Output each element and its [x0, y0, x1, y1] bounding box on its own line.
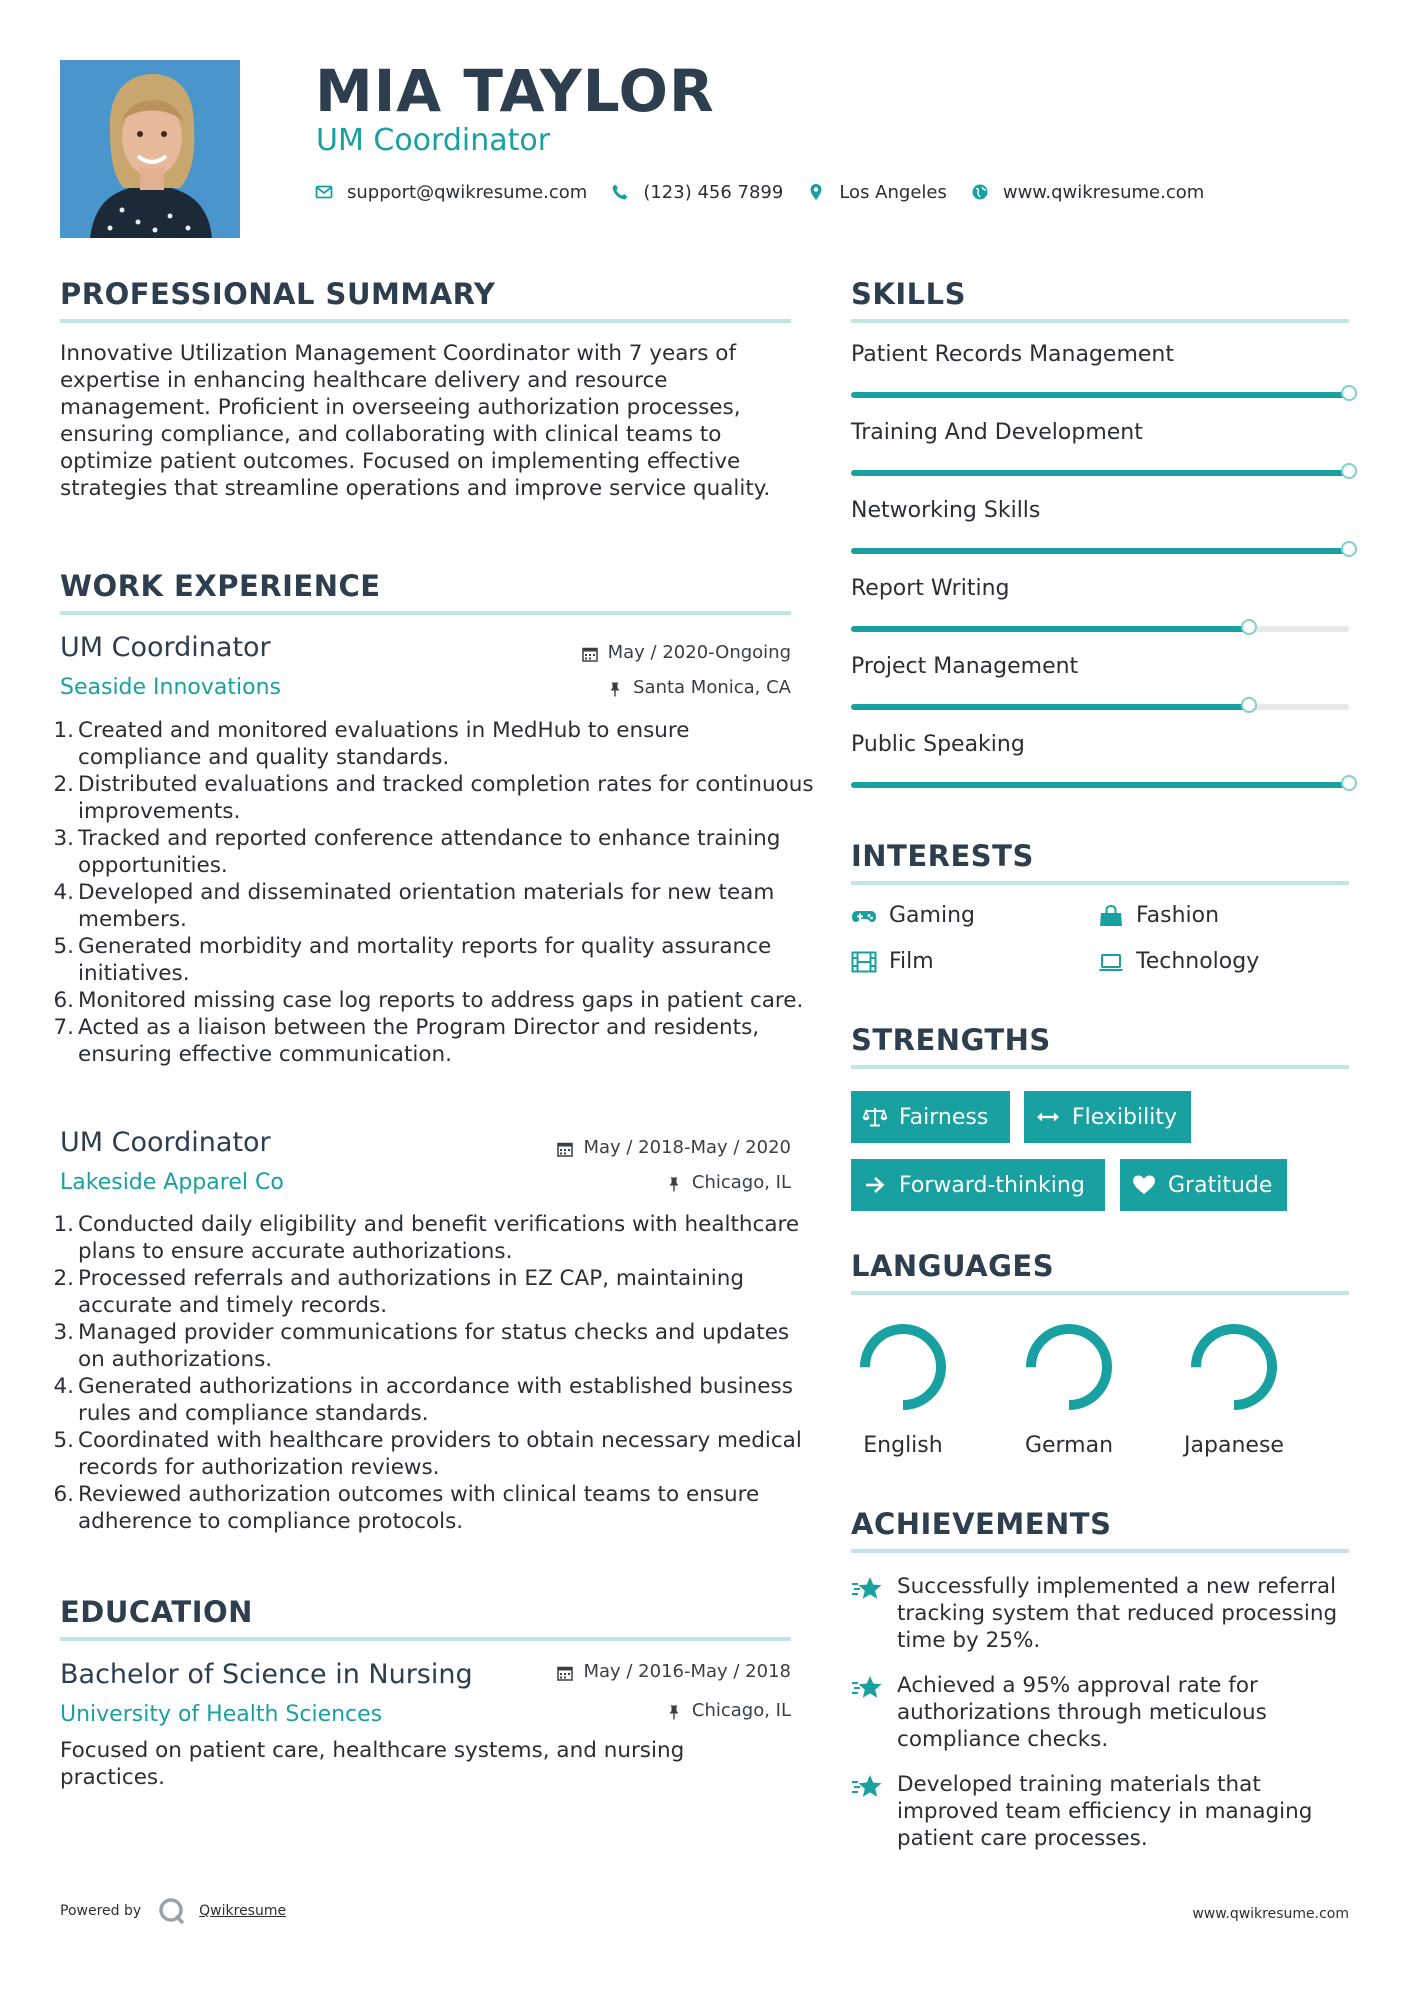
gamepad-icon [851, 905, 877, 927]
contact-row [315, 178, 1228, 206]
strengths-heading: STRENGTHS [851, 1023, 1051, 1057]
skills-divider [851, 319, 1349, 323]
interest-label: Fashion [1136, 903, 1220, 928]
contact-website-text: www.qwikresume.com [1002, 181, 1205, 203]
envelope-icon [315, 183, 333, 201]
duty-item: Managed provider communications for status checks and updates on authorizations. [78, 1320, 790, 1372]
skill-level-bar [851, 392, 1349, 398]
achievements-heading: ACHIEVEMENTS [851, 1507, 1112, 1541]
language-level-ring [856, 1320, 950, 1414]
shopping-bag-icon [1098, 905, 1124, 927]
duty-item: Reviewed authorization outcomes with clinical teams to ensure adherence to compliance protocols. [78, 1482, 760, 1534]
skill-level-fill [851, 392, 1349, 398]
skill-level-knob [1341, 775, 1357, 791]
arrows-horizontal-icon [1036, 1106, 1060, 1128]
strength-tag-gratitude [1120, 1159, 1287, 1211]
job-dates [582, 641, 791, 665]
education-description: Focused on patient care, healthcare systems, and nursing practices. [60, 1738, 685, 1790]
job-duties-list [60, 1211, 818, 1535]
interests-divider [851, 881, 1349, 885]
achievements-divider [851, 1549, 1349, 1553]
skill-level-fill [851, 470, 1349, 476]
skill-level-fill [851, 548, 1349, 554]
skill-level-bar [851, 470, 1349, 476]
skill-label: Report Writing [851, 576, 1010, 601]
interest-item-technology [1098, 948, 1259, 976]
education-dates [557, 1660, 791, 1684]
interests-heading: INTERESTS [851, 839, 1034, 873]
strength-tag-fairness [851, 1091, 1010, 1143]
star-badge-icon [851, 1674, 883, 1704]
strength-tag-flexibility [1024, 1091, 1191, 1143]
job-location [607, 676, 791, 700]
skill-label: Public Speaking [851, 732, 1025, 757]
job-location [666, 1171, 791, 1195]
duty-item: Developed and disseminated orientation materials for new team members. [78, 880, 775, 932]
balance-scale-icon [863, 1106, 887, 1128]
summary-heading: PROFESSIONAL SUMMARY [60, 277, 496, 311]
arrow-right-icon [863, 1174, 887, 1196]
skill-label: Patient Records Management [851, 342, 1174, 367]
education-heading: EDUCATION [60, 1595, 253, 1629]
contact-website[interactable] [971, 182, 1204, 203]
strengths-divider [851, 1065, 1349, 1069]
calendar-icon [557, 1664, 573, 1680]
skill-level-bar [851, 704, 1349, 710]
languages-divider [851, 1291, 1349, 1295]
strength-label: Gratitude [1168, 1172, 1273, 1198]
strength-label: Fairness [899, 1104, 989, 1130]
duty-item: Acted as a liaison between the Program Director and residents, ensuring effective communication. [78, 1015, 760, 1067]
duty-item: Generated authorizations in accordance with established business rules and compliance standards. [78, 1374, 793, 1426]
job-location-text: Chicago, IL [691, 1172, 791, 1193]
footer-website[interactable]: www.qwikresume.com [1192, 1906, 1349, 1922]
language-level-arc [1196, 1329, 1272, 1405]
summary-text: Innovative Utilization Management Coordinator with 7 years of expertise in enhancing healthcare delivery and resource management. Proficient in overseeing authorization processes, ensuring compliance, and collaborating with clinical teams to optimize patient outcomes. Focused on implementing effective strategies that streamline operations and improve service quality. [60, 341, 771, 501]
education-location-text: Chicago, IL [691, 1700, 791, 1721]
pushpin-icon [666, 1703, 682, 1719]
language-level-arc [865, 1329, 941, 1405]
interest-label: Film [889, 949, 934, 974]
language-level-arc [1031, 1329, 1107, 1405]
skill-level-knob [1241, 697, 1257, 713]
interest-item-fashion [1098, 902, 1219, 930]
work-experience-divider [60, 611, 791, 615]
duty-item: Tracked and reported conference attendance to enhance training opportunities. [78, 826, 781, 878]
language-label: English [863, 1433, 943, 1458]
strength-tag-forward-thinking [851, 1159, 1105, 1211]
duty-item: Monitored missing case log reports to address gaps in patient care. [78, 988, 804, 1013]
strength-label: Flexibility [1072, 1104, 1177, 1130]
duty-item: Distributed evaluations and tracked completion rates for continuous improvements. [78, 772, 814, 824]
summary-divider [60, 319, 791, 323]
interest-item-gaming [851, 902, 975, 930]
star-badge-icon [851, 1773, 883, 1803]
skill-label: Project Management [851, 654, 1079, 679]
duty-item: Processed referrals and authorizations in EZ CAP, maintaining accurate and timely records. [78, 1266, 745, 1318]
phone-icon [611, 183, 629, 201]
contact-email[interactable] [315, 182, 587, 203]
duty-item: Coordinated with healthcare providers to obtain necessary medical records for authorization reviews. [78, 1428, 802, 1480]
language-level-ring [1022, 1320, 1116, 1414]
education-location [666, 1699, 791, 1723]
film-icon [851, 951, 877, 973]
education-dates-text: May / 2016-May / 2018 [583, 1661, 791, 1682]
calendar-icon [557, 1140, 573, 1156]
powered-by-label: Powered by [60, 1903, 142, 1919]
skill-label: Training And Development [851, 420, 1143, 445]
language-level-ring [1187, 1320, 1281, 1414]
achievement-text: Successfully implemented a new referral tracking system that reduced processing time by 25%. [897, 1574, 1338, 1653]
pushpin-icon [666, 1175, 682, 1191]
job-location-text: Santa Monica, CA [633, 677, 791, 698]
interest-item-film [851, 948, 934, 976]
skill-level-knob [1341, 541, 1357, 557]
duty-item: Created and monitored evaluations in MedHub to ensure compliance and quality standards. [78, 718, 690, 770]
interest-label: Technology [1136, 949, 1260, 974]
strength-label: Forward-thinking [899, 1172, 1085, 1198]
job-dates [557, 1136, 791, 1160]
job-company: Lakeside Apparel Co [60, 1170, 284, 1195]
map-pin-icon [807, 183, 825, 201]
contact-location [807, 182, 947, 203]
candidate-job-title: UM Coordinator [316, 123, 551, 158]
achievement-text: Achieved a 95% approval rate for authorizations through meticulous compliance checks. [897, 1673, 1267, 1752]
candidate-name: MIA TAYLOR [315, 57, 715, 125]
job-duties-list [60, 717, 818, 1068]
skill-level-fill [851, 626, 1249, 632]
degree-title: Bachelor of Science in Nursing [60, 1659, 473, 1690]
contact-phone-text: (123) 456 7899 [643, 181, 784, 203]
star-badge-icon [851, 1575, 883, 1605]
globe-icon [971, 183, 989, 201]
languages-heading: LANGUAGES [851, 1249, 1055, 1283]
contact-phone[interactable] [611, 182, 783, 203]
footer-powered-by [60, 1896, 286, 1926]
qwikresume-logo-icon [157, 1896, 187, 1926]
education-divider [60, 1637, 791, 1641]
job-company: Seaside Innovations [60, 675, 281, 700]
school-name: University of Health Sciences [60, 1702, 383, 1727]
achievement-item [851, 1672, 1351, 1753]
job-title: UM Coordinator [60, 1127, 271, 1158]
skill-label: Networking Skills [851, 498, 1041, 523]
language-label: Japanese [1184, 1433, 1284, 1458]
contact-email-text: support@qwikresume.com [347, 181, 588, 203]
skills-heading: SKILLS [851, 277, 966, 311]
skill-level-fill [851, 782, 1349, 788]
skill-level-bar [851, 548, 1349, 554]
work-experience-heading: WORK EXPERIENCE [60, 569, 381, 603]
laptop-icon [1098, 951, 1124, 973]
language-label: German [1024, 1433, 1114, 1458]
achievement-item [851, 1573, 1351, 1654]
skill-level-bar [851, 626, 1349, 632]
contact-location-text: Los Angeles [839, 181, 947, 203]
skill-level-knob [1341, 385, 1357, 401]
job-dates-text: May / 2018-May / 2020 [583, 1137, 791, 1158]
job-title: UM Coordinator [60, 632, 271, 663]
job-dates-text: May / 2020-Ongoing [607, 642, 791, 663]
skill-level-knob [1341, 463, 1357, 479]
duty-item: Conducted daily eligibility and benefit verifications with healthcare plans to ensure accurate authorizations. [78, 1212, 800, 1264]
skill-level-knob [1241, 619, 1257, 635]
skill-level-bar [851, 782, 1349, 788]
heart-icon [1132, 1174, 1156, 1196]
profile-photo [60, 60, 240, 238]
interest-label: Gaming [889, 903, 975, 928]
achievement-text: Developed training materials that improved team efficiency in managing patient care processes. [897, 1772, 1313, 1851]
qwikresume-link[interactable]: Qwikresume [199, 1903, 287, 1919]
pushpin-icon [607, 680, 623, 696]
achievement-item [851, 1771, 1351, 1852]
calendar-icon [582, 645, 598, 661]
duty-item: Generated morbidity and mortality reports for quality assurance initiatives. [78, 934, 772, 986]
skill-level-fill [851, 704, 1249, 710]
